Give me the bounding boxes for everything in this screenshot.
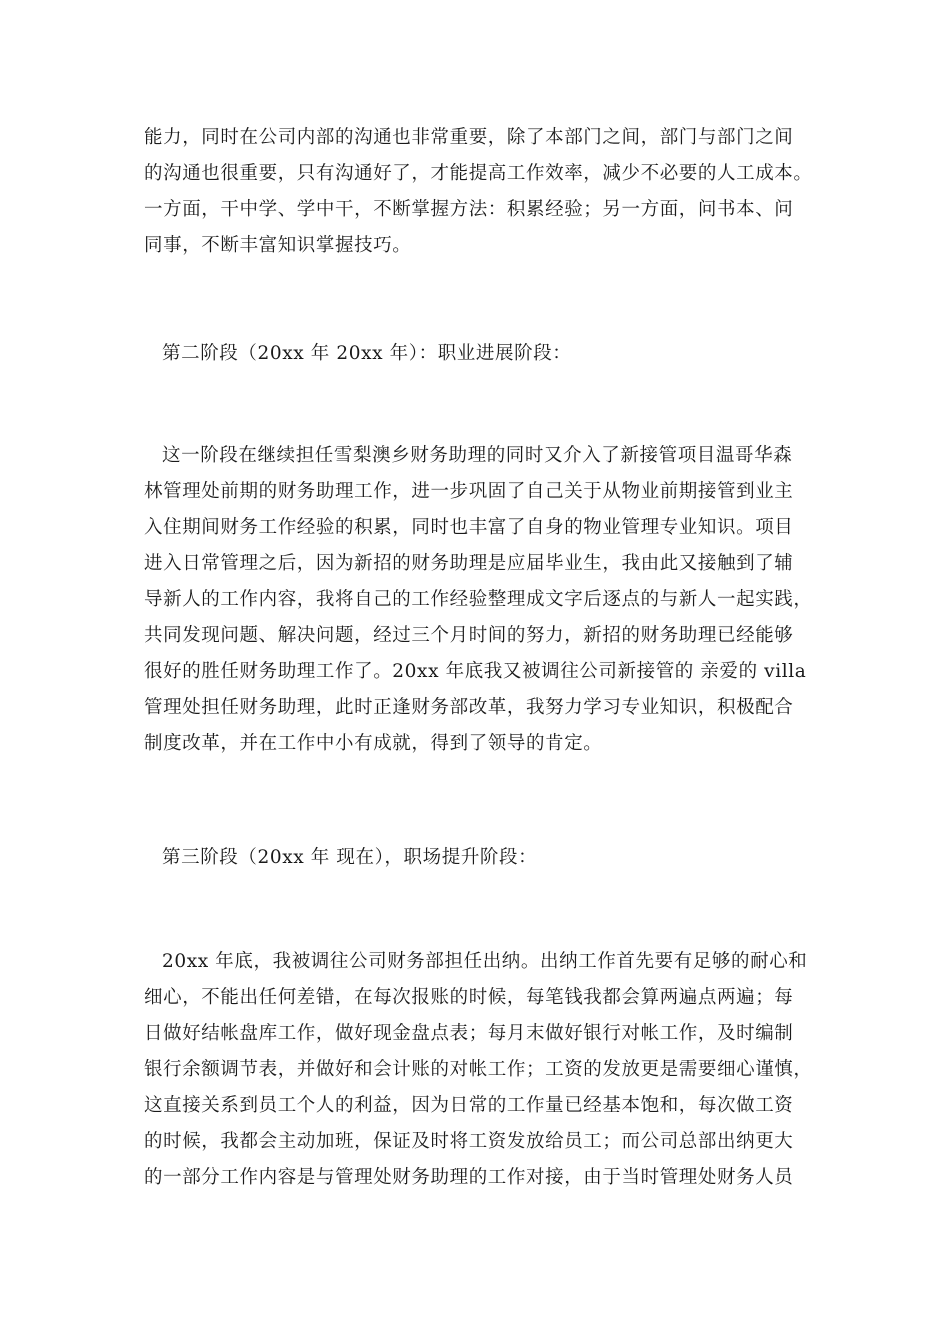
paragraph-2-line: 共同发现问题、解决问题，经过三个月时间的努力，新招的财务助理已经能够 xyxy=(144,625,794,646)
paragraph-2-line: 进入日常管理之后，因为新招的财务助理是应届毕业生，我由此又接触到了辅 xyxy=(144,553,794,574)
paragraph-2-line: 这一阶段在继续担任雪梨澳乡财务助理的同时又介入了新接管项目温哥华森 xyxy=(162,445,793,466)
paragraph-2-line: 很好的胜任财务助理工作了。20xx 年底我又被调往公司新接管的 亲爱的 villa xyxy=(144,661,807,682)
section-heading-stage-2: 第二阶段（20xx 年 20xx 年）：职业进展阶段： xyxy=(162,343,572,364)
paragraph-1-line: 的沟通也很重要，只有沟通好了，才能提高工作效率，减少不必要的人工成本。 xyxy=(144,163,813,184)
section-heading-stage-3: 第三阶段（20xx 年 现在），职场提升阶段： xyxy=(162,847,538,868)
paragraph-3-line: 的时候，我都会主动加班，保证及时将工资发放给员工；而公司总部出纳更大 xyxy=(144,1131,794,1152)
paragraph-2-line: 林管理处前期的财务助理工作，进一步巩固了自己关于从物业前期接管到业主 xyxy=(144,481,794,502)
paragraph-3-line: 银行余额调节表，并做好和会计账的对帐工作；工资的发放更是需要细心谨慎， xyxy=(144,1059,813,1080)
paragraph-1-line: 一方面，干中学、学中干，不断掌握方法：积累经验；另一方面，问书本、问 xyxy=(144,199,794,220)
paragraph-2-line: 入住期间财务工作经验的积累，同时也丰富了自身的物业管理专业知识。项目 xyxy=(144,517,794,538)
paragraph-2-line: 管理处担任财务助理，此时正逢财务部改革，我努力学习专业知识，积极配合 xyxy=(144,697,794,718)
paragraph-3-line: 这直接关系到员工个人的利益，因为日常的工作量已经基本饱和，每次做工资 xyxy=(144,1095,794,1116)
paragraph-2-line: 制度改革，并在工作中小有成就，得到了领导的肯定。 xyxy=(144,733,603,754)
paragraph-1-line: 能力，同时在公司内部的沟通也非常重要，除了本部门之间，部门与部门之间 xyxy=(144,127,794,148)
paragraph-3-line: 细心，不能出任何差错，在每次报账的时候，每笔钱我都会算两遍点两遍；每 xyxy=(144,987,794,1008)
paragraph-3-line: 20xx 年底，我被调往公司财务部担任出纳。出纳工作首先要有足够的耐心和 xyxy=(162,951,808,972)
paragraph-3-line: 的一部分工作内容是与管理处财务助理的工作对接，由于当时管理处财务人员 xyxy=(144,1167,794,1188)
paragraph-3-line: 日做好结帐盘库工作，做好现金盘点表；每月末做好银行对帐工作，及时编制 xyxy=(144,1023,794,1044)
paragraph-2-line: 导新人的工作内容，我将自己的工作经验整理成文字后逐点的与新人一起实践， xyxy=(144,589,813,610)
paragraph-1-line: 同事，不断丰富知识掌握技巧。 xyxy=(144,235,412,256)
